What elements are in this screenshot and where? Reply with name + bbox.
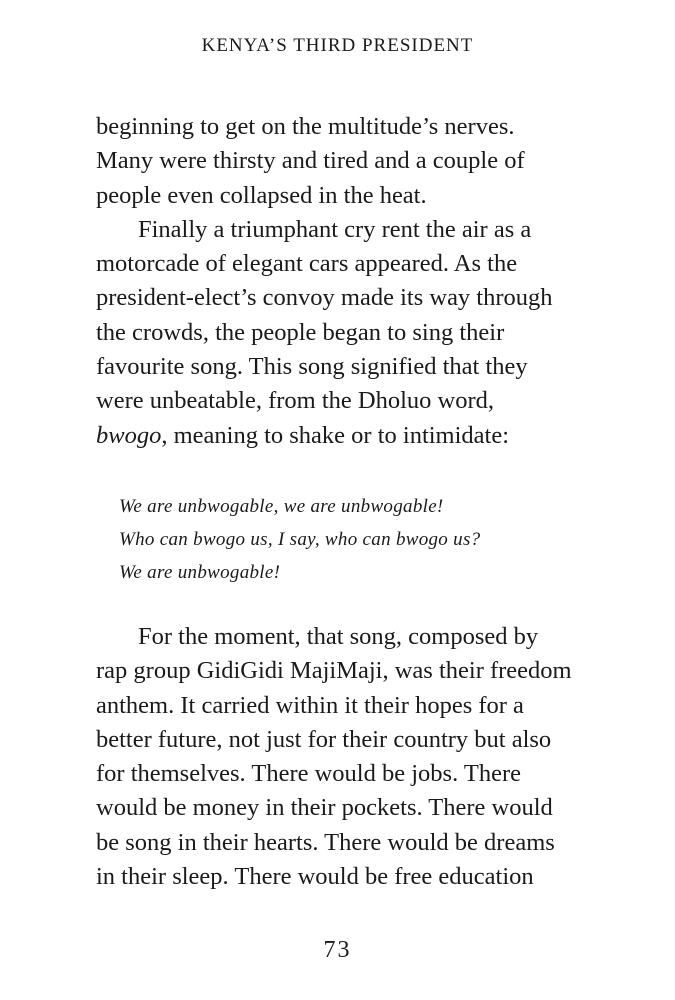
- verse-line: We are unbwogable!: [119, 562, 281, 583]
- paragraph-2-line: were unbeatable, from the Dholuo word,: [96, 387, 494, 415]
- paragraph-2-line: Finally a triumphant cry rent the air as a: [138, 215, 532, 243]
- paragraph-1-line: beginning to get on the multitude’s nerves.: [96, 113, 515, 140]
- paragraph-3-line: would be money in their pockets. There would: [96, 794, 553, 822]
- verse-line: We are unbwogable, we are unbwogable!: [119, 496, 444, 517]
- paragraph-2-line: [96, 419, 616, 453]
- song-verse: [119, 490, 619, 589]
- paragraph-3-line: be song in their hearts. There would be dreams: [96, 828, 555, 856]
- page-number: 73: [323, 937, 352, 963]
- body-text-lower: [96, 620, 616, 894]
- paragraph-1-line: people even collapsed in the heat.: [96, 181, 427, 209]
- body-text-upper: [96, 110, 616, 453]
- paragraph-3-line: for themselves. There would be jobs. There: [96, 760, 522, 788]
- running-head: KENYA’S THIRD PRESIDENT: [201, 35, 474, 56]
- paragraph-3-line: anthem. It carried within it their hopes for a: [96, 691, 524, 719]
- dholuo-word: bwogo: [96, 421, 162, 449]
- paragraph-2-line: the crowds, the people began to sing their: [96, 318, 505, 346]
- paragraph-2-line: motorcade of elegant cars appeared. As the: [96, 250, 518, 278]
- paragraph-2-line: president-elect’s convoy made its way through: [96, 284, 553, 312]
- paragraph-3-line: For the moment, that song, composed by: [138, 623, 539, 650]
- paragraph-1-line: Many were thirsty and tired and a couple of: [96, 147, 525, 175]
- paragraph-3-line: in their sleep. There would be free education: [96, 863, 534, 891]
- paragraph-2-line: favourite song. This song signified that they: [96, 353, 528, 381]
- paragraph-3-line: better future, not just for their country but also: [96, 725, 552, 753]
- verse-line: Who can bwogo us, I say, who can bwogo us?: [119, 529, 481, 550]
- paragraph-2-line-rest: , meaning to shake or to intimidate:: [161, 421, 510, 449]
- paragraph-3-line: rap group GidiGidi MajiMaji, was their freedom: [96, 657, 572, 685]
